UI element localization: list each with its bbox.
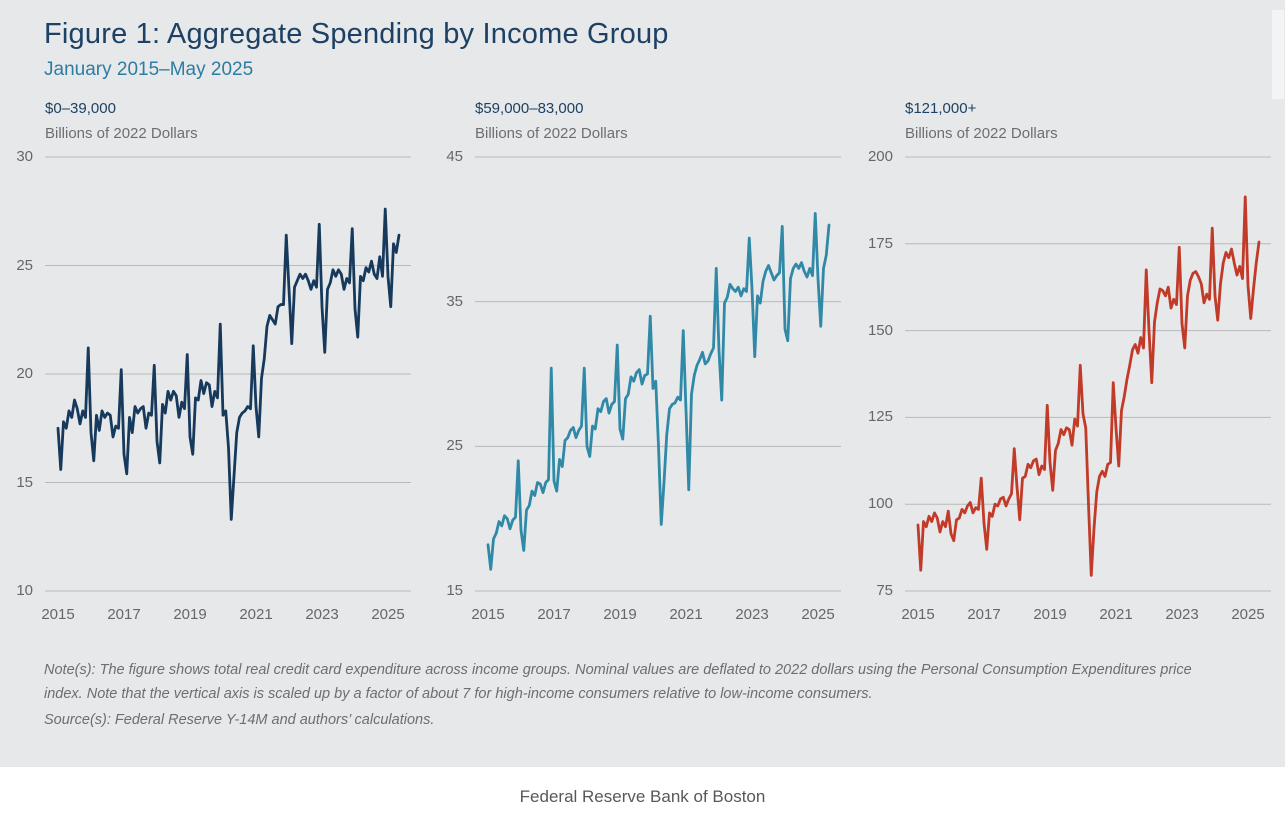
y-axis-tick-label: 15 xyxy=(16,473,33,491)
scrollbar-thumb[interactable] xyxy=(1272,10,1284,99)
line-chart-middle-income xyxy=(475,147,841,602)
line-chart-high-income xyxy=(905,147,1271,602)
spending-line xyxy=(58,209,399,519)
y-axis-tick-label: 125 xyxy=(867,408,893,426)
y-axis-tick-label: 175 xyxy=(867,234,893,252)
chart-area xyxy=(7,147,411,602)
y-axis-tick-label: 200 xyxy=(867,148,893,165)
figure-notes xyxy=(44,658,1209,732)
x-axis-tick-label: 2017 xyxy=(107,606,141,623)
y-axis-labels xyxy=(437,147,475,602)
panel-header xyxy=(45,100,411,142)
y-axis-labels xyxy=(7,147,45,602)
panel-header xyxy=(905,100,1271,142)
x-axis-tick-label: 2015 xyxy=(901,606,935,623)
y-axis-tick-label: 45 xyxy=(446,148,463,165)
panel-low-income xyxy=(7,100,411,626)
x-axis-tick-label: 2021 xyxy=(239,606,273,623)
y-axis-tick-label: 25 xyxy=(446,437,463,455)
y-axis-tick-label: 100 xyxy=(867,495,893,513)
line-chart-low-income xyxy=(45,147,411,602)
y-axis-tick-label: 25 xyxy=(16,256,33,274)
chart-area xyxy=(437,147,841,602)
y-axis-labels xyxy=(867,147,905,602)
x-axis-tick-label: 2023 xyxy=(305,606,339,623)
x-axis-tick-label: 2017 xyxy=(537,606,571,623)
figure-date-range: January 2015–May 2025 xyxy=(44,59,254,80)
spending-line xyxy=(918,197,1259,575)
x-axis-tick-label: 2023 xyxy=(1165,606,1199,623)
charts-row xyxy=(7,100,1285,626)
y-axis-tick-label: 20 xyxy=(16,365,33,382)
income-group-label: $0–39,000 xyxy=(45,100,116,117)
chart-area xyxy=(867,147,1271,602)
y-axis-tick-label: 15 xyxy=(446,582,463,599)
income-group-label: $59,000–83,000 xyxy=(475,100,584,117)
x-axis-labels xyxy=(41,604,411,626)
spending-line xyxy=(488,213,829,569)
x-axis-tick-label: 2019 xyxy=(603,606,637,623)
income-group-label: $121,000+ xyxy=(905,100,977,117)
x-axis-labels xyxy=(471,604,841,626)
panel-header xyxy=(475,100,841,142)
x-axis-labels xyxy=(901,604,1271,626)
y-axis-unit-label: Billions of 2022 Dollars xyxy=(45,125,198,142)
y-axis-tick-label: 150 xyxy=(867,321,893,339)
x-axis-tick-label: 2019 xyxy=(173,606,207,623)
y-axis-unit-label: Billions of 2022 Dollars xyxy=(905,125,1058,142)
x-axis-tick-label: 2019 xyxy=(1033,606,1067,623)
note-text: Note(s): The figure shows total real credit card expenditure across income groups. Nominal values are deflated to 2022 dollars using the Personal Consumption Expenditures price index. Note that the vertical axis is scaled up by a factor of about 7 for high-income consumers relative to low-income consumers. xyxy=(44,662,1192,702)
figure-title: Figure 1: Aggregate Spending by Income Group xyxy=(44,18,669,50)
x-axis-tick-label: 2017 xyxy=(967,606,1001,623)
x-axis-tick-label: 2015 xyxy=(41,606,75,623)
y-axis-unit-label: Billions of 2022 Dollars xyxy=(475,125,628,142)
x-axis-tick-label: 2021 xyxy=(1099,606,1133,623)
panel-middle-income xyxy=(437,100,841,626)
source-text: Source(s): Federal Reserve Y-14M and authors’ calculations. xyxy=(44,712,435,728)
page-footer xyxy=(0,767,1285,820)
footer-bank-name: Federal Reserve Bank of Boston xyxy=(519,786,766,806)
x-axis-tick-label: 2021 xyxy=(669,606,703,623)
x-axis-tick-label: 2025 xyxy=(1231,606,1265,623)
x-axis-tick-label: 2025 xyxy=(371,606,405,623)
x-axis-tick-label: 2015 xyxy=(471,606,505,623)
y-axis-tick-label: 35 xyxy=(446,292,463,310)
y-axis-tick-label: 10 xyxy=(16,582,33,599)
x-axis-tick-label: 2023 xyxy=(735,606,769,623)
x-axis-tick-label: 2025 xyxy=(801,606,835,623)
y-axis-tick-label: 30 xyxy=(16,148,33,165)
y-axis-tick-label: 75 xyxy=(876,582,893,599)
panel-high-income xyxy=(867,100,1271,626)
